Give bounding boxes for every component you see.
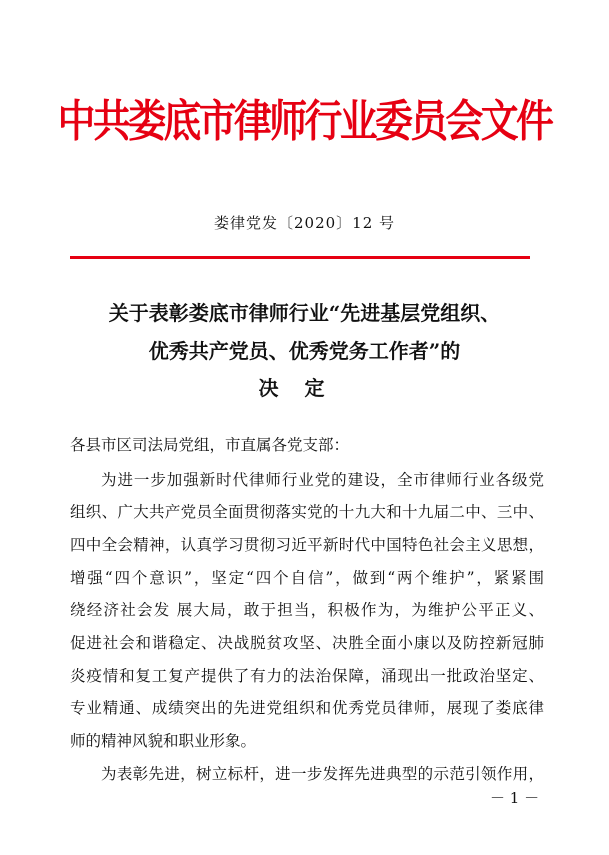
paragraph1-line: 组织、广大共产党员全面贯彻落实党的十九大和十九届二中、三中、 [70,503,544,521]
paragraph1-line: 增强“四个意识”，坚定“四个自信”，做到“两个维护”，紧紧围 [70,569,544,587]
paragraph1-line: 促进社会和谐稳定、决战脱贫攻坚、决胜全面小康以及防控新冠肺 [70,634,544,652]
document-title-line-3: 决定 [258,376,351,400]
paragraph1-line: 绕经济社会发 展大局，敢于担当，积极作为，为维护公平正义、 [70,601,544,619]
issuer-title: 中共娄底市律师行业委员会文件 [57,96,552,147]
document-title-line-1: 关于表彰娄底市律师行业“先进基层党组织、 [108,301,501,325]
paragraph1-line: 炎疫情和复工复产提供了有力的法治保障，涌现出一批政治坚定、 [70,667,544,685]
paragraph1-line: 四中全会精神，认真学习贯彻习近平新时代中国特色社会主义思想， [70,536,544,554]
document-number: 娄律党发〔2020〕12 号 [213,214,396,232]
red-divider-line [70,256,530,259]
page-number: － 1 － [490,789,540,807]
paragraph1-line: 为进一步加强新时代律师行业党的建设，全市律师行业各级党 [101,471,544,489]
paragraph1-line: 专业精通、成绩突出的先进党组织和优秀党员律师，展现了娄底律 [70,699,544,717]
salutation: 各县市区司法局党组，市直属各党支部： [70,436,350,454]
paragraph1-line: 师的精神风貌和职业形象。 [70,732,257,750]
paragraph2-line: 为表彰先进，树立标杆，进一步发挥先进典型的示范引领作用， [101,765,544,783]
document-title-line-2: 优秀共产党员、优秀党务工作者”的 [148,339,461,363]
